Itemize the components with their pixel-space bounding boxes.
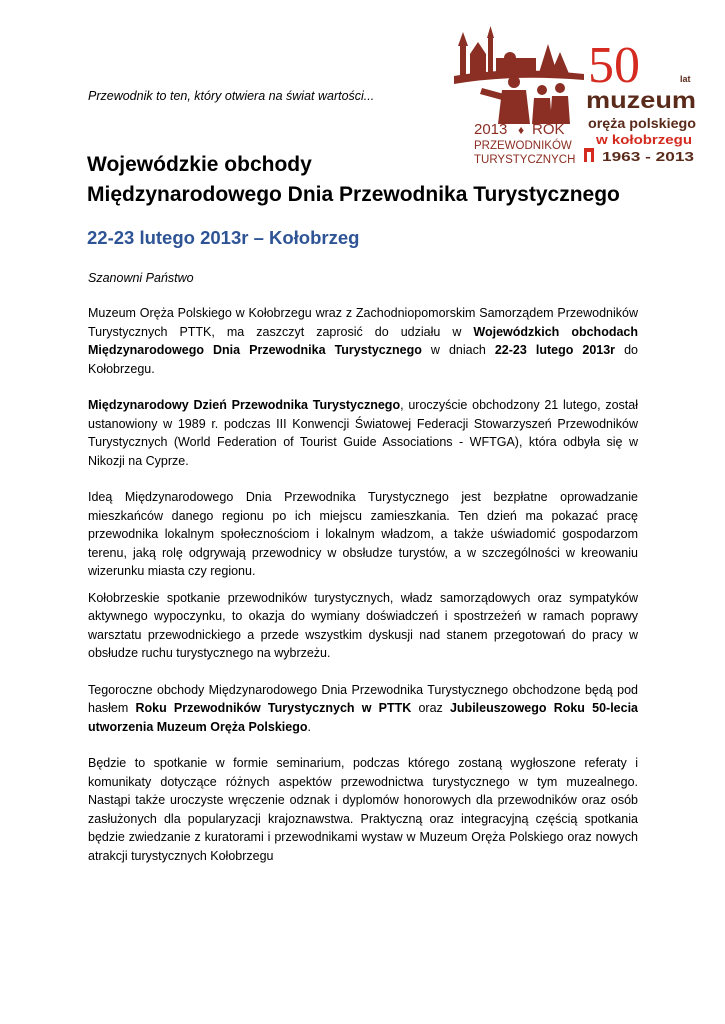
p1-text-2: w dniach [421,343,495,357]
p5-text-2: oraz [411,701,450,715]
p1-bold-1: Wojewódzkich obchodach Międzynarodowego Dnia Przewodnika Turystycznego [88,324,639,357]
rok-logo-bullet: ♦ [518,123,525,137]
logo-w-kolobrzegu: w kołobrzegu [594,132,693,147]
p5-bold-1: Roku Przewodników Turystycznych w PTTK [135,701,412,715]
paragraph-invitation [88,304,638,378]
page-title [87,150,647,210]
paragraph-idea: Ideą Międzynarodowego Dnia Przewodnika Turystycznego jest bezpłatne oprowadzanie mieszkańców danego regionu po ich miejscu zamieszkania. Ten dzień ma pokazać pracę przewodnika lokalnym społecznościom i lokalnym władzom, a także uświadomić gospodarzom terenu, jaką rolę odgrywają przewodnicy w obsłudze turystów, a w szczególności w kreowaniu wizerunku miasta czy regionu. [88,490,638,578]
logo-lat: lat [680,74,691,84]
logo-muzeum: muzeum [586,87,696,113]
event-date-heading: 22-23 lutego 2013r – Kołobrzeg [87,227,360,248]
p1-text-3: do Kołobrzegu. [88,343,638,376]
paragraph-history [88,396,638,470]
p5-text-1: Tegoroczne obchody Międzynarodowego Dnia Przewodnika Turystycznego obchodzone będą pod hasłem [88,682,638,715]
p1-bold-2: 22-23 lutego 2013r [494,343,616,357]
title-line-1: Wojewódzkie obchody [87,153,312,176]
rok-przewodnikow-logo [452,24,592,170]
p5-text-3: . [307,719,311,734]
rok-logo-year: 2013 [474,121,508,138]
logo-years: 1963 - 2013 [602,149,694,164]
logo-oreza-polskiego: oręża polskiego [588,115,696,131]
rok-logo-rok: ROK [532,121,565,138]
paragraph-seminar: Będzie to spotkanie w formie seminarium, podczas którego zostaną wygłoszone referaty i komunikaty dotyczące różnych aspektów przewodnictwa turystycznego w tym muzealnego. Nastąpi także uroczyste wręczenie odznak i dyplomów honorowych dla przewodników oraz osób zasłużonych dla popularyzacji krajoznawstwa. Praktyczną oraz integracyjną częścią spotkania będzie zwiedzanie z kuratorami i przewodnikami wystaw w Muzeum Oręża Polskiego oraz nowych atrakcji turystycznych Kołobrzegu [88,756,638,863]
paragraph-theme [88,681,638,737]
logo-fifty: 50 [588,37,640,94]
rok-logo-line1: PRZEWODNIKÓW [474,140,572,152]
p5-bold-2: Jubileuszowego Roku 50-lecia utworzenia Muzeum Oręża Polskiego [88,701,638,734]
letter-body [88,304,638,883]
paragraph-meeting: Kołobrzeskie spotkanie przewodników turystycznych, władz samorządowych oraz sympatyków aktywnego wypoczynku, to okazja do wymiany doświadczeń i spostrzeżeń w ramach poprawy warsztatu przewodnickiego a przede wszystkim dyskusji nad stanem przegotowań do pracy w obsłudze ruchu turystycznego na wybrzeżu. [88,590,638,660]
motto: Przewodnik to ten, który otwiera na świat wartości... [88,89,375,103]
p2-text-1: , uroczyście obchodzony 21 lutego, został ustanowiony w 1989 r. podczas III Konwencji Światowej Federacji Stowarzyszeń Przewodników Turystycznych (World Federation of Tourist Guide Associations - WFTGA), która odbyła się w Nikozji na Cyprze. [88,398,638,468]
title-line-2: Międzynarodowego Dnia Przewodnika Turystycznego [87,183,620,206]
p1-text-1: Muzeum Oręża Polskiego w Kołobrzegu wraz z Zachodniopomorskim Samorządem Przewodników Turystycznych PTTK, ma zaszczyt zaprosić do udziału w [88,306,638,339]
rok-logo-line2: TURYSTYCZNYCH [474,154,576,166]
p2-bold-1: Międzynarodowy Dzień Przewodnika Turystycznego [88,398,401,412]
greeting: Szanowni Państwo [88,271,194,285]
